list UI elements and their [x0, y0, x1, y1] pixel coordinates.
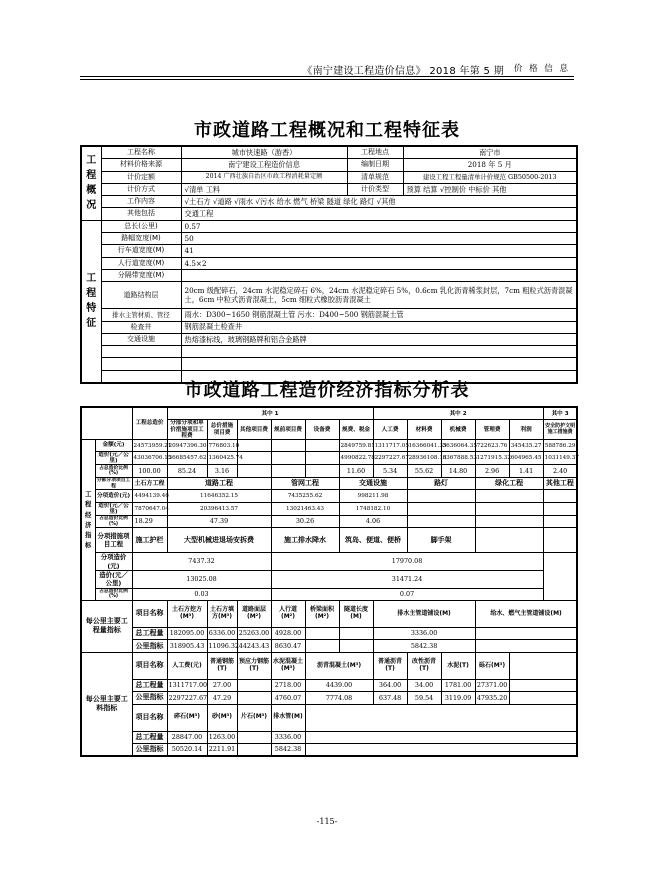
value: 4.5×2 [181, 257, 577, 269]
cell: 998211.98 [339, 490, 407, 502]
mat-header: 预应力钢筋(T) [237, 652, 271, 679]
cell: 44243.43 [237, 640, 271, 652]
cell: 11096.32 [207, 640, 237, 652]
row-label: 总工程量 [132, 731, 167, 743]
cell: 776803.10 [207, 439, 237, 451]
qty-header: 给水、燃气主管道铺设(M) [475, 601, 577, 628]
cell: 59.54 [407, 692, 441, 704]
row-label: 公里指标 [132, 743, 167, 756]
row-label: 造价(元／公里) [95, 452, 132, 465]
empty-cell [509, 652, 577, 679]
col-header: 安全防护文明施工措施费 [543, 420, 577, 439]
cell: 8630.47 [271, 640, 305, 652]
side-qty: 每公里主要工程量指标 [81, 601, 132, 653]
cell: 24573959.21 [132, 439, 167, 451]
value: 2018 年 5 月 [403, 159, 577, 171]
empty-cell [407, 502, 475, 515]
col-header: 材料费 [407, 420, 441, 439]
qty-header: 隧道长度(M) [339, 601, 373, 628]
cell: 20947396.30 [167, 439, 207, 451]
mat-header: 改性沥青(T) [407, 652, 441, 679]
empty-cell [543, 528, 577, 553]
mat-header: 普通钢筋(T) [207, 652, 237, 679]
meas-header: 筑岛、便道、便桥 [339, 528, 407, 553]
cell: 13021463.43 [271, 502, 339, 515]
cell: 364.00 [373, 679, 407, 691]
cell: 85.24 [167, 465, 207, 477]
value: √土石方 √道路 √雨水 √污水 给水 燃气 桥梁 隧道 绿化 路灯 √其他 [181, 196, 577, 208]
value: 城市快速路（游香） [181, 146, 347, 159]
cell: 345435.27 [509, 439, 543, 451]
row-label: 项目名称 [132, 652, 167, 679]
mat-header: 排水管(M) [271, 704, 305, 731]
col-header: 人工费 [373, 420, 407, 439]
cell: 2297227.67 [167, 692, 207, 704]
cell: 6367888.53 [441, 452, 475, 465]
mat-header: 砂(M³) [207, 704, 237, 731]
value [181, 269, 577, 281]
label: 其他包括 [101, 208, 181, 220]
value: √清单 工料 [181, 183, 347, 195]
label: 行车道宽度(M) [101, 245, 181, 257]
meas-header: 施工排水降水 [271, 528, 339, 553]
row-label: 造价(元／公里) [95, 570, 132, 588]
cell: 6336.00 [207, 628, 237, 640]
col-header: 其他项目费 [237, 420, 271, 439]
cell [339, 628, 373, 640]
table1-title: 市政道路工程概况和工程特征表 [194, 120, 460, 141]
qty-header: 人行道(M²) [271, 601, 305, 628]
cell [475, 640, 577, 652]
cell: 28847.00 [167, 731, 207, 743]
cell: 55.62 [407, 465, 441, 477]
col-header: 总价措施项目费 [207, 420, 237, 439]
empty-cell [101, 346, 181, 358]
cell: 100.00 [132, 465, 167, 477]
mat-header: 水泥(T) [441, 652, 475, 679]
row-label: 造价(元／公里) [95, 502, 132, 515]
empty-cell [305, 704, 577, 731]
cell: 1360425.74 [207, 452, 237, 465]
mat-header: 沥青混凝土(M³) [305, 652, 373, 679]
cell: 4494139.46 [132, 490, 167, 502]
row-label: 项目名称 [132, 601, 167, 628]
empty-cell [543, 515, 577, 527]
cell: 182095.00 [167, 628, 207, 640]
label: 总长(公里) [101, 220, 181, 232]
row-label: 占总造价比例(%) [95, 588, 132, 600]
value: 热熔漆标线，玻璃钢路牌和铝合金路牌 [181, 333, 577, 345]
label: 计价类型 [347, 183, 403, 195]
empty-cell [475, 490, 543, 502]
cell: 3.16 [207, 465, 237, 477]
value: 钢筋混凝土检查井 [181, 321, 577, 333]
cell: 0.07 [271, 588, 543, 600]
side-feature: 工程特征 [81, 220, 101, 383]
meas-header: 施工护栏 [132, 528, 167, 553]
section-label: 价 格 信 息 [513, 64, 570, 74]
group3-header: 其中 3 [543, 407, 577, 420]
qty-header: 排水主管道铺设(M) [373, 601, 475, 628]
mat-header: 普通沥青(T) [373, 652, 407, 679]
cell: 31471.24 [271, 570, 543, 588]
value: 预算 结算 √控制价 中标价 其他 [403, 183, 577, 195]
col-header: 设备费 [305, 420, 339, 439]
empty-cell [305, 743, 577, 756]
cell: 588786.29 [543, 439, 577, 451]
label: 道路结构层 [101, 282, 181, 309]
cell: 1.41 [509, 465, 543, 477]
cell: 47.29 [207, 692, 237, 704]
empty-cell [181, 358, 577, 370]
cell: 16366041.35 [407, 439, 441, 451]
row-label: 公里指标 [132, 640, 167, 652]
empty-cell [101, 358, 181, 370]
qty-header: 桥梁面积(M²) [305, 601, 339, 628]
row-label: 项目名称 [132, 704, 167, 731]
value: 南宁建设工程造价信息 [181, 159, 347, 171]
qty-header: 土石方填方(M³) [207, 601, 237, 628]
side-mat: 每公里主要工料指标 [81, 652, 132, 756]
cell: 11646352.15 [167, 490, 271, 502]
proj-header: 管网工程 [271, 477, 339, 489]
empty-cell [181, 346, 577, 358]
label: 路幅宽度(M) [101, 233, 181, 245]
col-header: 机械费 [441, 420, 475, 439]
cell: 27371.00 [475, 679, 509, 691]
value: 建设工程工程量清单计价规范 GB50500-2013 [403, 171, 577, 183]
value: 20cm 级配碎石，24cm 水泥稳定碎石 6%，24cm 水泥稳定碎石 5%，0.6cm 乳化沥青稀浆封层，7cm 粗粒式沥青混凝土，6cm 中粒式沥青混凝土，5cm 细粒式橡胶沥青混凝土 [181, 282, 577, 309]
cell [271, 465, 305, 477]
proj-header: 路灯 [407, 477, 475, 489]
meas-header: 大型机械进退场安拆费 [167, 528, 271, 553]
col-header: 分部分项和单价措施项目工程费 [167, 420, 207, 439]
cell: 604965.45 [509, 452, 543, 465]
cell [305, 465, 339, 477]
proj-header: 绿化工程 [475, 477, 543, 489]
label: 分隔带宽度(M) [101, 269, 181, 281]
col-header: 规前项目费 [271, 420, 305, 439]
mat-header: 水泥混凝土(M³) [271, 652, 305, 679]
empty-cell [475, 528, 543, 553]
value: 41 [181, 245, 577, 257]
cell [237, 743, 271, 756]
qty-header: 道路面层(M²) [237, 601, 271, 628]
cell: 1263.00 [207, 731, 237, 743]
value: 0.57 [181, 220, 577, 232]
cell: 318905.43 [167, 640, 207, 652]
label: 工作内容 [101, 196, 181, 208]
cell [339, 640, 373, 652]
cell: 13025.08 [132, 570, 271, 588]
cell: 5842.38 [373, 640, 475, 652]
cell: 4928.00 [271, 628, 305, 640]
empty-cell [475, 502, 543, 515]
cell [237, 465, 271, 477]
page-number: -115- [316, 817, 338, 826]
cell: 7774.08 [305, 692, 373, 704]
row-label: 分项措施项目工程 [95, 528, 132, 553]
cell: 50520.14 [167, 743, 207, 756]
cell [271, 452, 305, 465]
cell: 30.26 [271, 515, 339, 527]
cell [237, 679, 271, 691]
col-header: 管理费 [475, 420, 509, 439]
mat-header: 片石(M³) [237, 704, 271, 731]
cell: 34.00 [407, 679, 441, 691]
cell: 4990822.78 [339, 452, 373, 465]
empty-cell [509, 692, 577, 704]
cell: 2718.00 [271, 679, 305, 691]
value: 2014 广西壮族自治区市政工程消耗量定额 [181, 171, 347, 183]
cell: 7437.32 [132, 553, 271, 571]
row-label: 金额(元) [95, 439, 132, 451]
cell: 637.48 [373, 692, 407, 704]
cell [237, 731, 271, 743]
row-label: 公里指标 [132, 692, 167, 704]
label: 交通设施 [101, 333, 181, 345]
cell: 7435255.62 [271, 490, 339, 502]
row-label: 占总造价比例(%) [95, 515, 132, 527]
cell: 25263.00 [237, 628, 271, 640]
project-overview-table [80, 145, 578, 384]
empty-cell [509, 679, 577, 691]
cell: 20396413.57 [167, 502, 271, 515]
cost-index-table [80, 406, 578, 757]
cell: 4439.00 [305, 679, 373, 691]
label: 工程地点 [347, 146, 403, 159]
cell: 5842.38 [271, 743, 305, 756]
cell: 4.06 [339, 515, 407, 527]
proj-header: 道路工程 [167, 477, 271, 489]
cell: 0.03 [132, 588, 271, 600]
row-label: 分项造价(元) [95, 553, 132, 571]
row-label: 总工程量 [132, 628, 167, 640]
proj-header: 交通设施 [339, 477, 407, 489]
cell: 4760.07 [271, 692, 305, 704]
value: 南宁市 [403, 146, 577, 159]
col-header: 规费、税金 [339, 420, 373, 439]
cell: 3336.00 [373, 628, 475, 640]
mat-header: 人工费(元) [167, 652, 207, 679]
cell [305, 439, 339, 451]
label: 计价方式 [101, 183, 181, 195]
cell [237, 692, 271, 704]
cell: 14.80 [441, 465, 475, 477]
cell: 3336.00 [271, 731, 305, 743]
cell [271, 439, 305, 451]
meas-header: 脚手架 [407, 528, 475, 553]
cell: 27.00 [207, 679, 237, 691]
cell [305, 628, 339, 640]
empty-cell [475, 515, 543, 527]
label: 编制日期 [347, 159, 403, 171]
mat-header: 碎石(M³) [167, 704, 207, 731]
row-label: 分项造价(元) [95, 490, 132, 502]
cell: 47.39 [167, 515, 271, 527]
cell: 3119.09 [441, 692, 475, 704]
corner [81, 407, 132, 439]
row-label: 总工程量 [132, 679, 167, 691]
cell: 1311717.00 [167, 679, 207, 691]
proj-header: 土石方工程 [132, 477, 167, 489]
total-cost-header: 工程总造价 [132, 407, 167, 439]
header-rule [80, 76, 574, 77]
label: 人行道宽度(M) [101, 257, 181, 269]
label: 清单规范 [347, 171, 403, 183]
cell: 1311717.05 [373, 439, 407, 451]
cell: 3636064.35 [441, 439, 475, 451]
cell: 1031149.37 [543, 452, 577, 465]
label: 排水主管材质、管径 [101, 309, 181, 321]
cell: 2849759.81 [339, 439, 373, 451]
empty-cell [407, 515, 475, 527]
cell: 47935.20 [475, 692, 509, 704]
cell: 17970.08 [271, 553, 543, 571]
header-rule-thin [80, 79, 574, 80]
value: 交通工程 [181, 208, 577, 220]
cell: 2211.91 [207, 743, 237, 756]
empty-cell [407, 490, 475, 502]
qty-header: 土石方挖方(M³) [167, 601, 207, 628]
group1-header: 其中 1 [167, 407, 373, 420]
cell: 2297227.67 [373, 452, 407, 465]
cell: 7870647.04 [132, 502, 167, 515]
cell: 5.34 [373, 465, 407, 477]
cell: 2.96 [475, 465, 509, 477]
cell: 722623.76 [475, 439, 509, 451]
row-label: 分部分项项目工程 [96, 478, 131, 489]
cell [305, 452, 339, 465]
col-header: 利润 [509, 420, 543, 439]
empty-cell [543, 490, 577, 502]
side-overview: 工程概况 [81, 146, 101, 220]
cell: 1271915.32 [475, 452, 509, 465]
cell [475, 628, 577, 640]
publication-title: 《南宁建设工程造价信息》 2018 年第 5 期 [302, 66, 504, 77]
label: 计价定额 [101, 171, 181, 183]
label: 工程名称 [101, 146, 181, 159]
value: 雨水：D300~1650 钢筋混凝土管 污水：D400~500 钢筋混凝土管 [181, 309, 577, 321]
cell: 1781.00 [441, 679, 475, 691]
empty-cell [305, 731, 577, 743]
cell: 2.40 [543, 465, 577, 477]
cell: 36685457.62 [167, 452, 207, 465]
group2-header: 其中 2 [373, 407, 543, 420]
cell: 43036706.15 [132, 452, 167, 465]
value: 50 [181, 233, 577, 245]
running-header [80, 60, 574, 76]
cell [237, 439, 271, 451]
cell: 1748182.10 [339, 502, 407, 515]
label: 检查井 [101, 321, 181, 333]
mat-header: 砾石(M³) [475, 652, 509, 679]
cell: 28936108.13 [407, 452, 441, 465]
row-label: 占总造价比例(%) [95, 465, 132, 477]
side-econ: 工程经济指标 [81, 439, 95, 600]
label: 材料价格来源 [101, 159, 181, 171]
empty-cell [543, 502, 577, 515]
table2-title: 市政道路工程造价经济指标分析表 [184, 380, 470, 401]
proj-header: 其他工程 [543, 477, 577, 489]
cell [305, 640, 339, 652]
cell: 18.29 [132, 515, 167, 527]
cell: 11.60 [339, 465, 373, 477]
